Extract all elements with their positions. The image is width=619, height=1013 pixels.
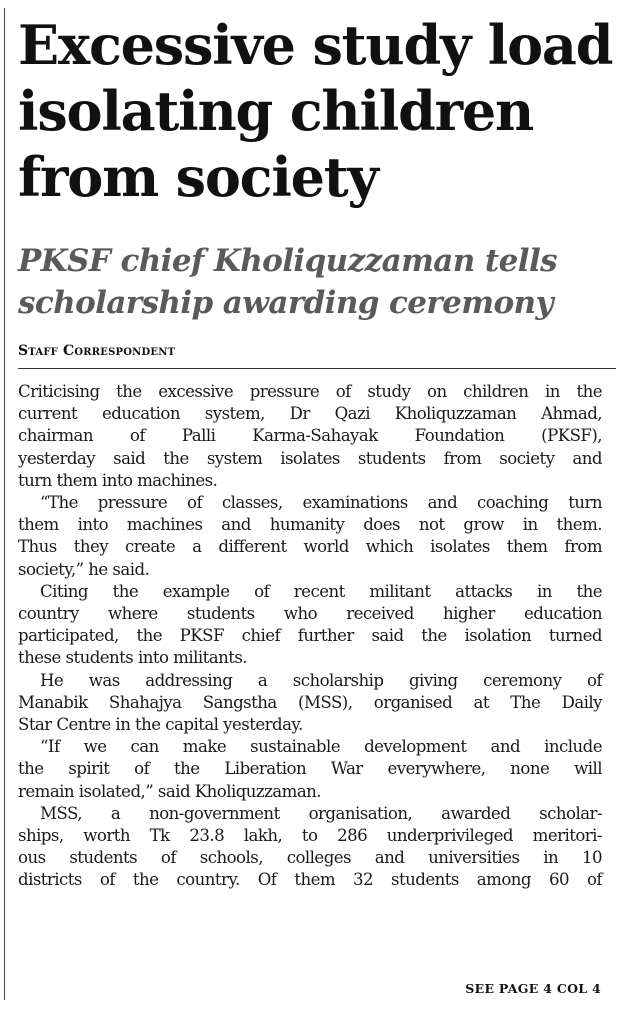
body-line: MSS, a non-government organisation, awarded scholar-	[40, 803, 602, 823]
body-line: “If we can make sustainable development and include	[40, 737, 602, 757]
body-line: He was addressing a scholarship giving ceremony of	[40, 670, 602, 690]
body-line: Star Centre in the capital yesterday.	[18, 715, 303, 735]
body-line: Citing the example of recent militant attacks in the	[40, 581, 602, 601]
subheadline-line: PKSF chief Kholiquzzaman tells	[18, 243, 557, 279]
subheadline-line: scholarship awarding ceremony	[18, 285, 553, 321]
headline-line: Excessive study load	[18, 13, 613, 77]
body-line: current education system, Dr Qazi Kholiquzzaman Ahmad,	[18, 404, 602, 424]
headline	[18, 12, 616, 210]
body-line: ous students of schools, colleges and universities in 10	[18, 848, 602, 868]
body-line: Manabik Shahajya Sangstha (MSS), organised at The Daily	[18, 692, 602, 712]
body-line: them into machines and humanity does not grow in them.	[18, 515, 602, 535]
body-line: these students into militants.	[18, 648, 248, 668]
continued-on-page-link: SEE PAGE 4 COL 4	[465, 981, 601, 996]
column-rule	[4, 8, 5, 1000]
headline-line: isolating children	[18, 79, 534, 143]
body-line: remain isolated,” said Kholiquzzaman.	[18, 781, 322, 801]
article-body	[18, 381, 602, 892]
body-line: the spirit of the Liberation War everywhere, none will	[18, 759, 602, 779]
body-line: country where students who received higher education	[18, 604, 602, 624]
body-line: Thus they create a different world which isolates them from	[18, 537, 602, 557]
subheadline	[18, 240, 616, 324]
byline: Staff Correspondent	[18, 343, 176, 359]
body-line: yesterday said the system isolates students from society and	[18, 448, 602, 468]
headline-line: from society	[18, 145, 378, 209]
body-line: ships, worth Tk 23.8 lakh, to 286 underprivileged meritori-	[18, 826, 602, 846]
body-line: participated, the PKSF chief further said the isolation turned	[18, 626, 602, 646]
body-line: turn them into machines.	[18, 470, 218, 490]
body-line: chairman of Palli Karma-Sahayak Foundation (PKSF),	[18, 426, 602, 446]
body-line: Criticising the excessive pressure of study on children in the	[18, 382, 602, 401]
body-line: districts of the country. Of them 32 students among 60 of	[18, 870, 602, 890]
body-line: society,” he said.	[18, 559, 150, 579]
body-line: “The pressure of classes, examinations and coaching turn	[40, 493, 602, 513]
byline-divider	[18, 368, 616, 369]
